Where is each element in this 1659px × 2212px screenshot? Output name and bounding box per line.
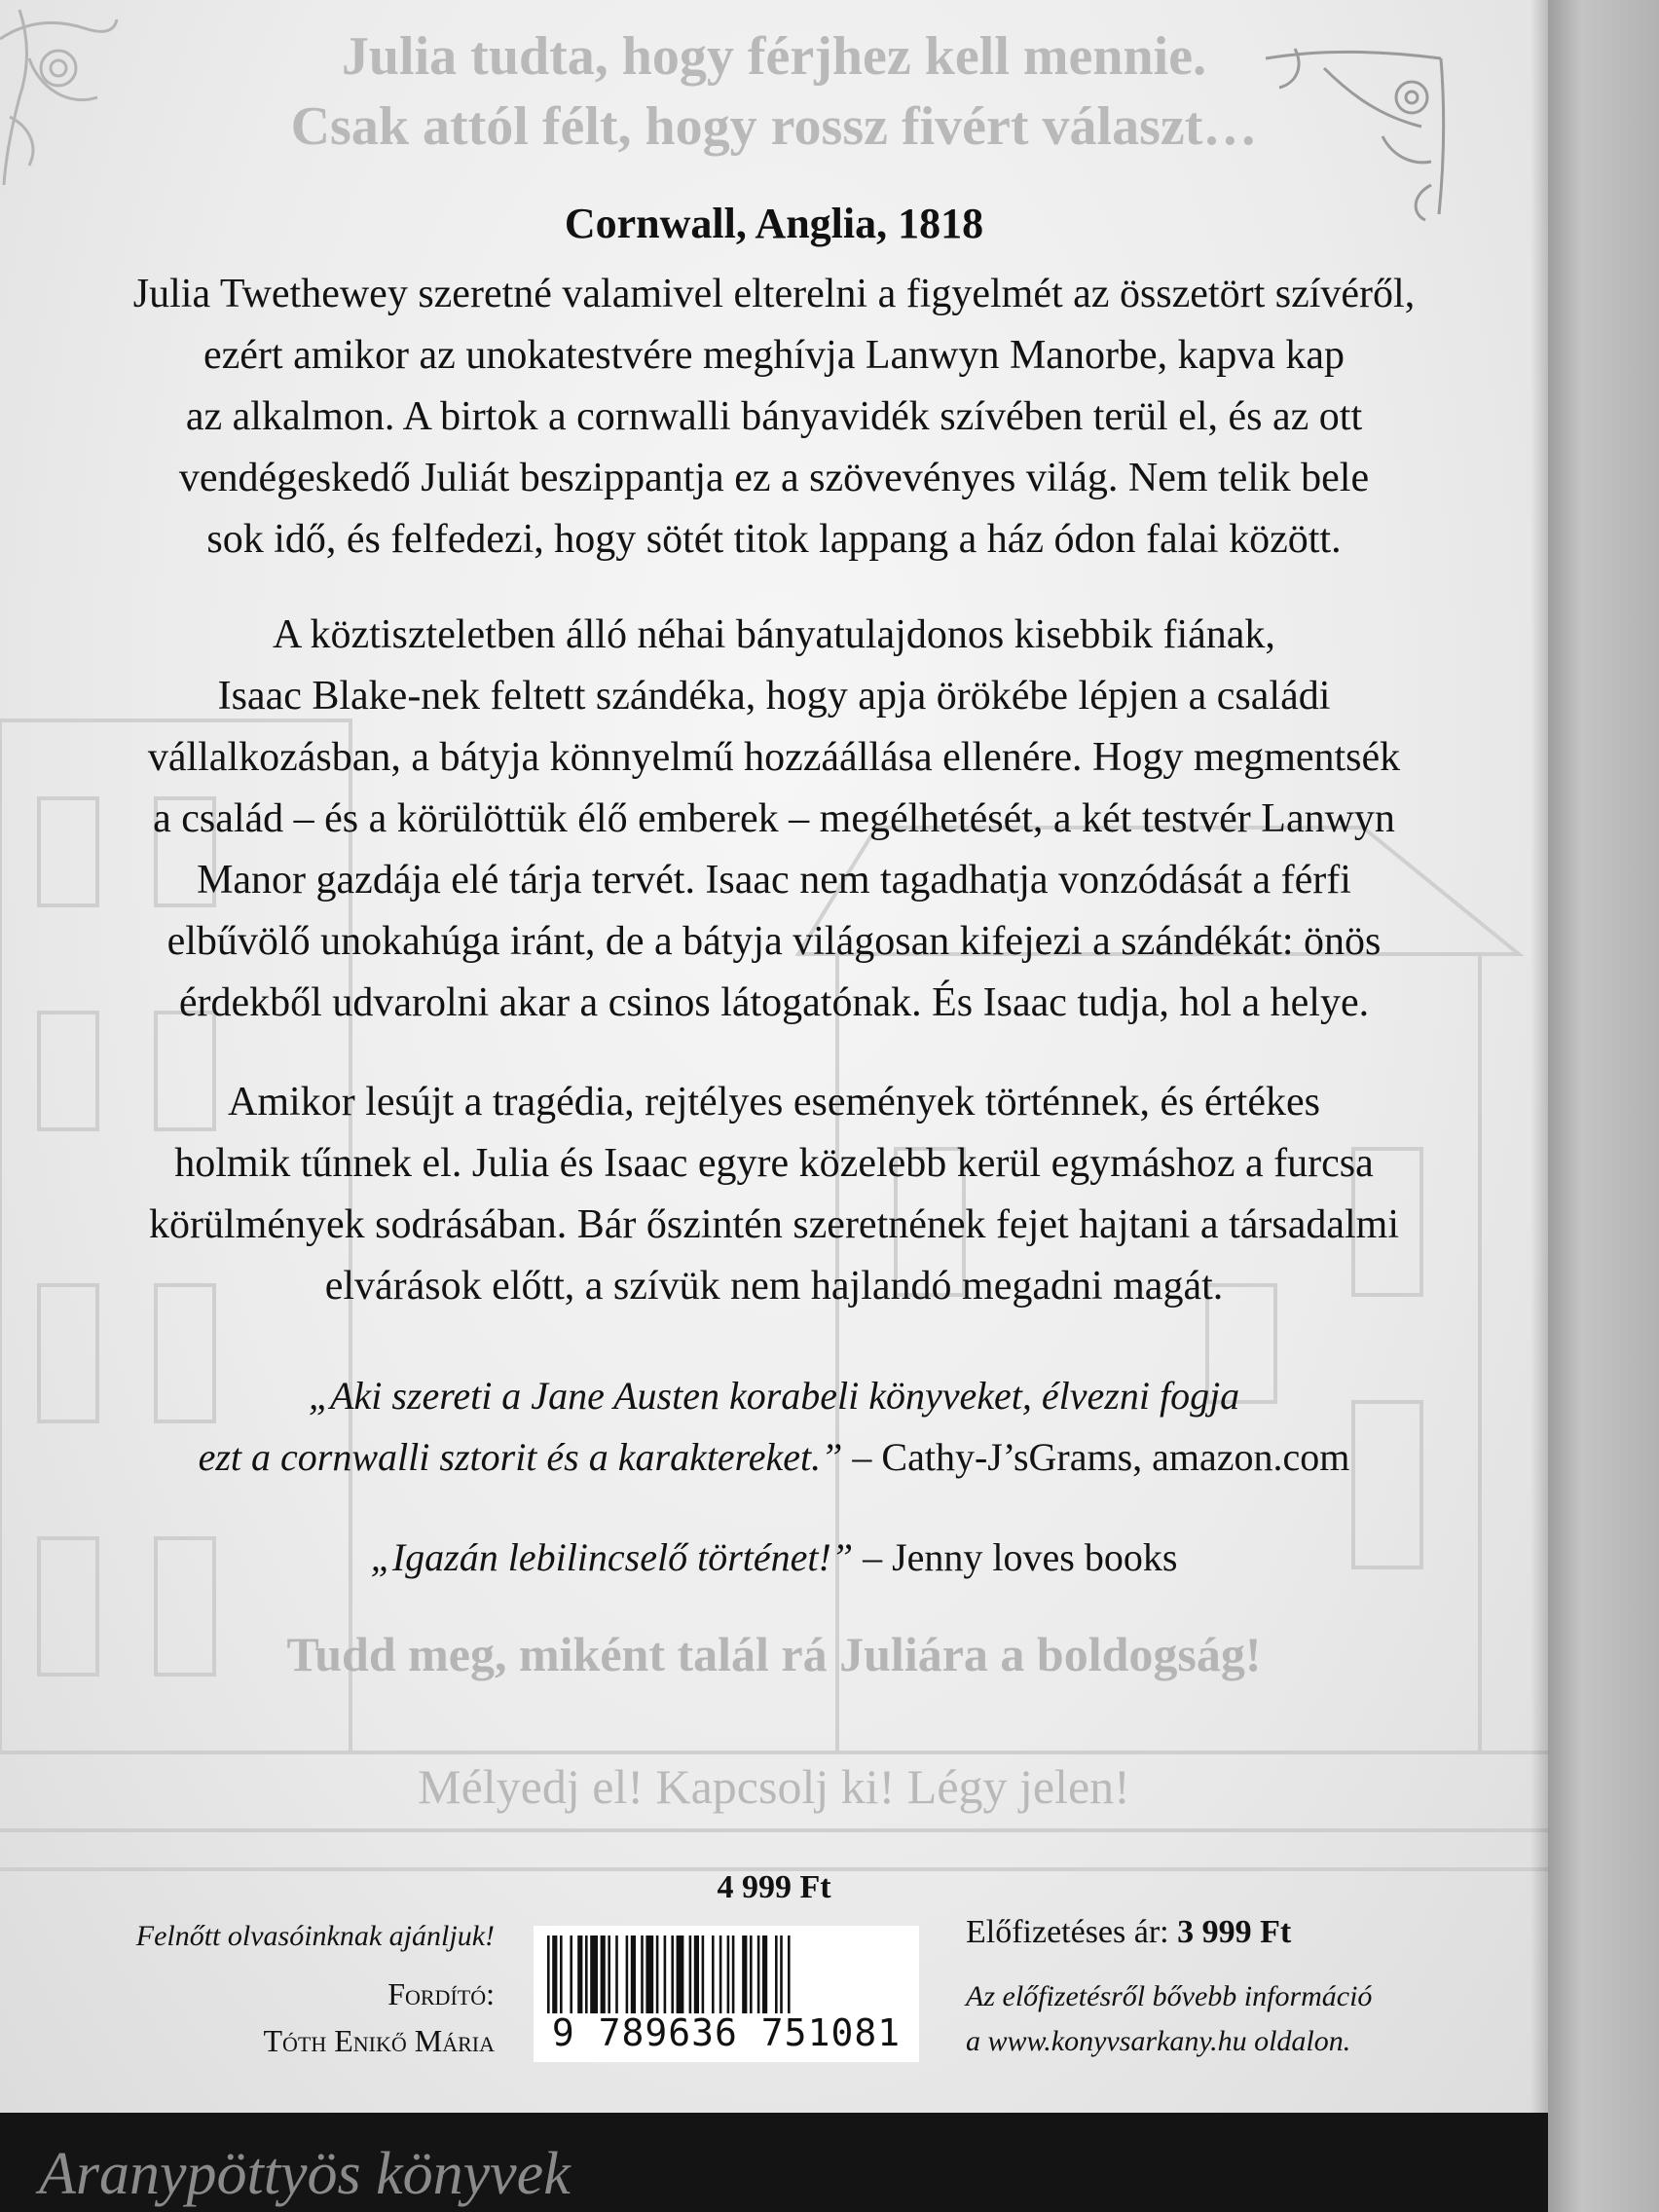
setting-heading: Cornwall, Anglia, 1818 — [564, 200, 984, 247]
tagline-line-1: Julia tudta, hogy férjhez kell mennie. — [341, 26, 1207, 87]
review-quote-1-line-2 — [0, 1434, 1548, 1480]
paragraph-1-line: az alkalmon. A birtok a cornwalli bányavidék szívében terül el, és az ott — [185, 394, 1363, 439]
subscription-price-label: Előfizetéses ár: — [966, 1914, 1178, 1950]
paragraph-1-line: vendégeskedő Juliát beszippantja ez a szövevényes világ. Nem telik bele — [178, 456, 1370, 500]
cover-edge-shadow — [1530, 0, 1548, 2113]
subscription-info-line-1: Az előfizetésről bővebb információ — [966, 1980, 1373, 2012]
isbn-barcode — [534, 1926, 919, 2062]
bottom-band — [0, 2113, 1548, 2212]
subscription-info-line-2: a www.konyvsarkany.hu oldalon. — [966, 2025, 1351, 2057]
subscription-price-value: 3 999 Ft — [1177, 1914, 1292, 1950]
paragraph-1-line: ezért amikor az unokatestvére meghívja Lanwyn Manorbe, kapva kap — [203, 333, 1346, 378]
paragraph-3-line: elvárások előtt, a szívük nem hajlandó megadni magát. — [324, 1264, 1224, 1309]
paragraph-3-line: holmik tűnnek el. Julia és Isaac egyre közelebb kerül egymáshoz a furcsa — [174, 1141, 1374, 1186]
paragraph-1-line: sok idő, és felfedezi, hogy sötét titok lappang a ház ódon falai között. — [206, 517, 1342, 562]
paragraph-3-line: körülmények sodrásában. Bár őszintén szeretnének fejet hajtani a társadalmi — [149, 1202, 1399, 1247]
paragraph-3-line: Amikor lesújt a tragédia, rejtélyes események történnek, és értékes — [228, 1080, 1320, 1124]
review-quote-2-text: „Igazán lebilincselő történet!” — [370, 1535, 854, 1579]
tagline-line-2: Csak attól félt, hogy rossz fivért választ… — [290, 96, 1258, 157]
paragraph-1-line: Julia Twethewey szeretné valamivel elterelni a figyelmét az összetört szívéről, — [132, 272, 1416, 316]
review-quote-1-text: ezt a cornwalli sztorit és a karaktereket.” — [198, 1435, 843, 1479]
paragraph-2-line: érdekből udvarolni akar a csinos látogatónak. És Isaac tudja, hol a helye. — [178, 980, 1370, 1025]
barcode-bars — [547, 1936, 905, 2013]
paragraph-2-line: a család – és a körülöttük élő emberek – megélhetését, a két testvér Lanwyn — [153, 796, 1395, 841]
paragraph-2-line: Manor gazdája elé tárja tervét. Isaac nem tagadhatja vonzódását a férfi — [197, 858, 1351, 903]
retail-price: 4 999 Ft — [717, 1869, 831, 1905]
review-quote-1-text: „Aki szereti a Jane Austen korabeli könyveket, élvezni fogja — [308, 1374, 1240, 1418]
series-logo-text: Aranypöttyös könyvek — [39, 2141, 571, 2207]
review-quote-1-line-1 — [0, 1373, 1548, 1419]
translator-label: Fordító: — [387, 1976, 495, 2011]
background-surface — [1548, 0, 1659, 2212]
publisher-slogan: Mélyedj el! Kapcsolj ki! Légy jelen! — [418, 1759, 1130, 1814]
paragraph-2-line: vállalkozásban, a bátyja könnyelmű hozzáállása ellenére. Hogy megmentsék — [147, 735, 1401, 780]
translator-name: Tóth Enikő Mária — [263, 2023, 495, 2058]
subscription-price-line — [966, 1914, 1291, 1951]
paragraph-2-line: elbűvölő unokahúga iránt, de a bátyja világosan kifejezi a szándékát: önös — [166, 919, 1382, 964]
review-quote-2-source: – Jenny loves books — [853, 1535, 1178, 1579]
review-quote-1-source: – Cathy-J’sGrams, amazon.com — [842, 1435, 1350, 1479]
review-quote-2 — [0, 1534, 1548, 1580]
paragraph-2-line: Isaac Blake-nek feltett szándéka, hogy apja örökébe lépjen a családi — [217, 674, 1331, 719]
promo-line: Tudd meg, miként talál rá Juliára a boldogság! — [286, 1627, 1262, 1681]
paragraph-2-line: A köztiszteletben álló néhai bányatulajdonos kisebbik fiának, — [273, 612, 1275, 657]
isbn-number: 9 789636 751081 — [551, 2011, 902, 2054]
audience-note: Felnőtt olvasóinknak ajánljuk! — [135, 1920, 495, 1952]
